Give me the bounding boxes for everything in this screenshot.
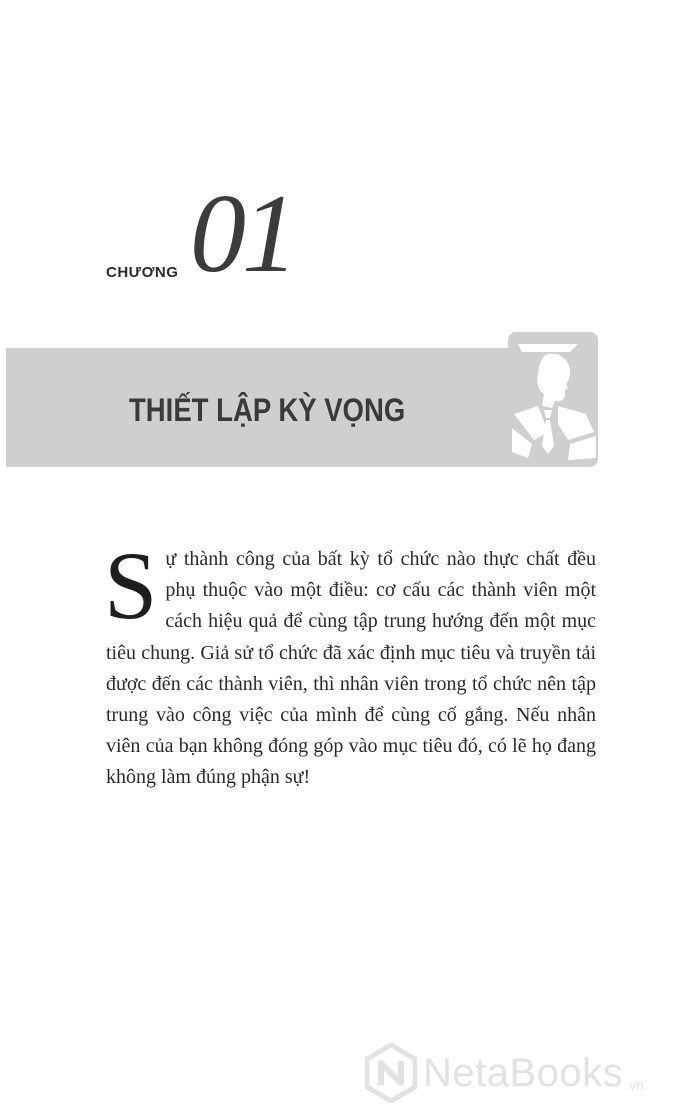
- watermark-brand: NetaBooks: [423, 1050, 624, 1095]
- body-text: ự thành công của bất kỳ tổ chức nào thực chất đều phụ thuộc vào một điều: cơ cấu các thành viên một cách hiệu quả để cùng tập trung hướng đến một mục tiêu chung. Giả sử tổ chức đã xác định mục tiêu và truyền tải được đến các thành viên, thì nhân viên trong tổ chức nên tập trung vào công việc của mình để cùng cố gắng. Nếu nhân viên của bạn không đóng góp vào mục tiêu đó, có lẽ họ đang không làm đúng phận sự!: [106, 548, 596, 789]
- chapter-title: THIẾT LẬP KỲ VỌNG: [129, 392, 406, 428]
- chapter-number: 01: [190, 172, 294, 296]
- watermark-suffix: .vn: [625, 1077, 644, 1093]
- drop-cap: S: [104, 532, 158, 639]
- body-paragraph: [104, 532, 596, 794]
- chapter-label: CHƯƠNG: [106, 264, 179, 281]
- netabooks-logo-icon: [365, 1043, 417, 1103]
- businessman-silhouette-icon: [508, 336, 598, 466]
- watermark: [365, 1043, 644, 1103]
